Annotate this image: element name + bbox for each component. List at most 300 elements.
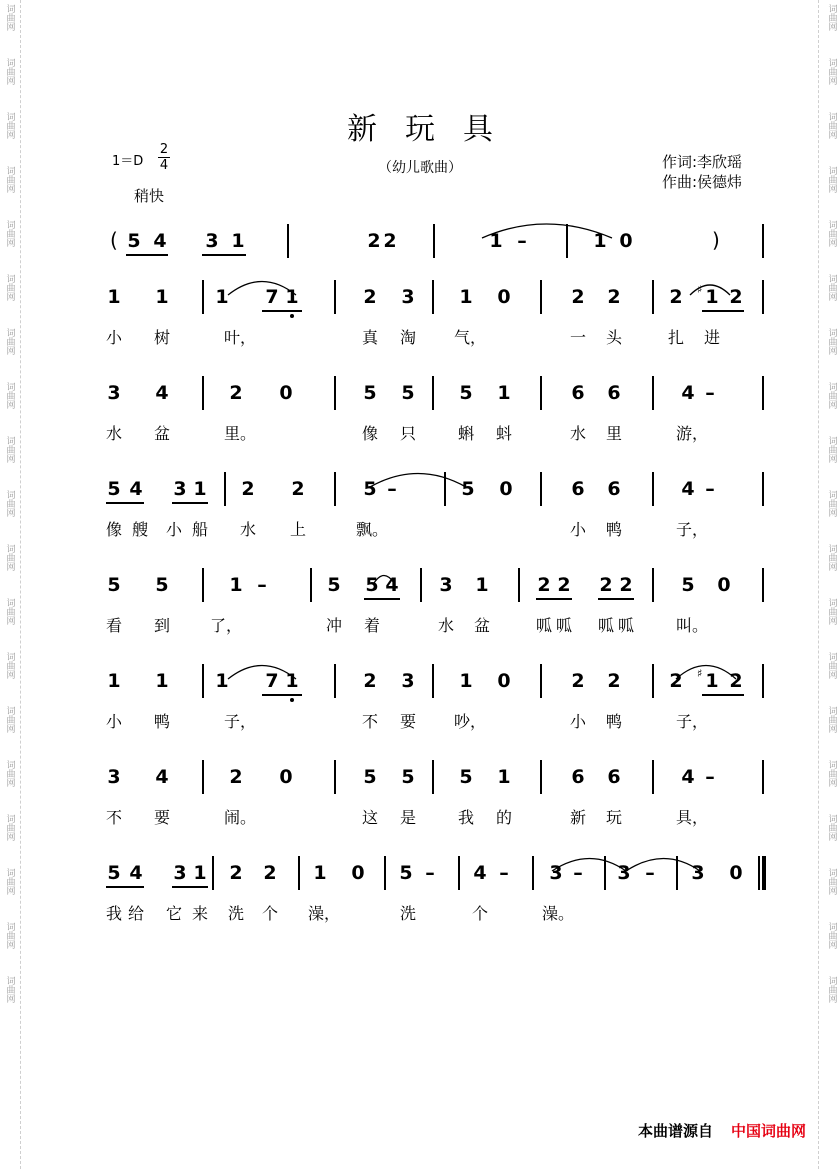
note [276,381,296,405]
note [456,765,476,789]
lyric: 着 [363,616,380,635]
lyric: 只 [399,424,416,443]
time-signature-bottom: 4 [159,158,169,173]
note-digit: 7 [265,286,279,308]
watermark-text: 词曲网 [826,328,837,355]
note-digit: 2 [241,478,255,500]
note-digit: 5 [107,574,121,596]
lyric: 小 [165,520,182,539]
lyric: 这 [361,808,378,827]
note-digit: 5 [127,230,141,252]
note-digit: 1 [705,286,719,308]
source-label: 本曲谱源自 [637,1122,713,1140]
note-digit: – [517,230,527,252]
lyric: 它 [165,904,182,923]
note-digit: 4 [681,382,695,404]
note [726,669,746,693]
note-digit: 5 [461,478,475,500]
barline [433,224,435,258]
note [228,229,248,253]
note-digit: 1 [231,230,245,252]
note [568,669,588,693]
note-digit: 0 [717,574,731,596]
underline [106,886,144,888]
note-digit: 5 [327,574,341,596]
barline [202,568,204,602]
barline [652,376,654,410]
note [288,477,308,501]
note-digit: 6 [607,478,621,500]
lyric: 洗 [399,904,416,923]
note [494,381,514,405]
watermark-text: 词曲网 [4,328,15,355]
barline [762,224,764,258]
note-digit: 2 [229,766,243,788]
note-digit: – [705,382,715,404]
lyric: 真 [361,328,378,347]
barline [604,856,606,890]
note [260,861,280,885]
watermark-text: 词曲网 [826,814,837,841]
note-digit: 5 [459,382,473,404]
note [604,765,624,789]
watermark-text: 词曲网 [4,976,15,1003]
lyric: 冲 [325,616,342,635]
note [382,573,402,597]
note-digit: 2 [383,230,397,252]
lyric: 气， [454,328,487,347]
lyric: 水 [239,520,256,539]
note-digit: – [645,862,655,884]
note [398,669,418,693]
note [568,861,588,885]
watermark-text: 词曲网 [826,382,837,409]
watermark-text: 词曲网 [4,274,15,301]
lyric: 里。 [224,424,257,443]
note [398,765,418,789]
note-digit: 3 [173,862,187,884]
note-digit: 2 [291,478,305,500]
lyric: 的 [495,808,512,827]
barline [432,760,434,794]
note-digit: 6 [571,478,585,500]
note-digit: 1 [313,862,327,884]
note [152,765,172,789]
watermark-text: 词曲网 [4,382,15,409]
key-signature: 1＝D [112,154,144,169]
note [458,477,478,501]
underline [598,598,634,600]
lyric: 淘 [399,328,416,347]
note-digit: 5 [401,766,415,788]
note [252,573,272,597]
note-digit: – [425,862,435,884]
note-digit: 1 [475,574,489,596]
note [212,285,232,309]
note [697,667,722,693]
note-digit: 1 [593,230,607,252]
lyric: 到 [153,616,170,635]
note-digit: 1 [107,286,121,308]
barline [762,664,764,698]
note-digit: – [387,478,397,500]
note-digit: 1 [229,574,243,596]
note [472,573,492,597]
barline [432,376,434,410]
barline [444,472,446,506]
barline [334,664,336,698]
lyric: 像 [361,424,378,443]
barline [518,568,520,602]
note-digit: 3 [401,286,415,308]
note [238,477,258,501]
lyric: 个 [471,904,488,923]
note [150,229,170,253]
barline [540,472,542,506]
barline [652,568,654,602]
barline [652,760,654,794]
note [678,381,698,405]
note [714,573,734,597]
note [398,381,418,405]
lyric: 澡， [308,904,341,923]
note [226,861,246,885]
note [616,229,636,253]
watermark-text: 词曲网 [826,58,837,85]
underline [702,694,744,696]
barline [532,856,534,890]
note [436,573,456,597]
note [360,381,380,405]
note-digit: 6 [571,766,585,788]
note-digit: 2 [729,286,743,308]
note [640,861,660,885]
lyric: 叫。 [676,616,709,635]
note [604,285,624,309]
note [360,285,380,309]
barline [202,664,204,698]
note-digit: 0 [619,230,633,252]
note [262,285,282,309]
note-digit: 1 [489,230,503,252]
note-digit: 0 [279,382,293,404]
note-digit: 5 [107,478,121,500]
barline [652,280,654,314]
note-digit: 3 [107,382,121,404]
lyric: 盆 [473,616,490,635]
note [700,477,720,501]
lyric: 像 [105,520,122,539]
note-digit: 2 [571,286,585,308]
note [666,285,686,309]
note [310,861,330,885]
watermark-text: 词曲网 [4,760,15,787]
lyricist: 作词:李欣瑶 [662,153,743,171]
watermark-text: 词曲网 [4,706,15,733]
barline [762,568,764,602]
note-digit: – [573,862,583,884]
note-digit: 5 [399,862,413,884]
note-digit: 1 [497,766,511,788]
lyric: 我 [105,904,122,923]
barline [652,472,654,506]
lyric: 上 [289,520,306,539]
lyric: 闹。 [224,808,257,827]
note [496,477,516,501]
barline [298,856,300,890]
note-digit: 5 [459,766,473,788]
note [688,861,708,885]
underline [172,886,208,888]
note-digit: 2 [229,862,243,884]
note [697,283,722,309]
watermark-text: 词曲网 [4,436,15,463]
note [324,573,344,597]
note-digit: 1 [215,286,229,308]
lyric: 叶， [224,328,257,347]
barline [432,280,434,314]
note [568,765,588,789]
song-genre: （幼儿歌曲） [378,160,462,176]
lyric: 呱 [617,616,634,635]
lyric: 澡。 [542,904,575,923]
note-digit: 0 [497,286,511,308]
lyric: 扎 [667,328,684,347]
lyric: 水 [105,424,122,443]
barline [420,568,422,602]
barline [224,472,226,506]
note-digit: – [705,766,715,788]
lower-octave-dot [290,698,294,702]
note [348,861,368,885]
note [486,229,506,253]
note [362,573,382,597]
barline [202,376,204,410]
note-digit: 6 [607,766,621,788]
lyric: 子， [676,520,709,539]
barline [432,664,434,698]
lyric: 了， [210,616,243,635]
barline [540,760,542,794]
note-digit: 6 [607,382,621,404]
note-digit: 5 [681,574,695,596]
note-digit: 3 [173,478,187,500]
lyric: 具， [676,808,709,827]
barline [762,280,764,314]
watermark-text: 词曲网 [4,112,15,139]
note-digit: 1 [155,286,169,308]
watermark-text: 词曲网 [826,760,837,787]
note-digit: 1 [193,862,207,884]
note-digit: 0 [279,766,293,788]
barline [762,760,764,794]
note-digit: 4 [129,478,143,500]
underline [262,694,302,696]
note [276,765,296,789]
note [104,573,124,597]
barline [762,472,764,506]
time-signature-top: 2 [159,142,169,157]
note [512,229,532,253]
note-digit: 4 [473,862,487,884]
lyric: 小 [105,328,122,347]
note [104,765,124,789]
lyric: 盆 [153,424,170,443]
note [170,477,190,501]
lyric: 吵， [454,712,487,731]
barline [540,664,542,698]
barline [334,376,336,410]
note [226,765,246,789]
song-credits [662,152,742,192]
underline [262,310,302,312]
note-digit: 3 [107,766,121,788]
lyric: 来 [191,904,208,923]
note [126,861,146,885]
note-digit: 3 [205,230,219,252]
lyric: 要 [153,808,170,827]
lyric: 子， [224,712,257,731]
underline [202,254,246,256]
sharp-sign: ♯ [697,667,703,680]
lyric: 飘。 [356,520,389,539]
note [104,477,124,501]
note [104,669,124,693]
note-digit: 2 [669,670,683,692]
open-paren: ( [110,228,118,252]
note [726,285,746,309]
lyric: 个 [261,904,278,923]
note-digit: 5 [363,382,377,404]
note [666,669,686,693]
underline [536,598,572,600]
note [726,861,746,885]
barline [334,280,336,314]
note-digit: 1 [459,286,473,308]
note [596,573,616,597]
watermark-text: 词曲网 [4,868,15,895]
note [616,573,636,597]
note-digit: 0 [499,478,513,500]
lyric: 一 [569,328,586,347]
note [420,861,440,885]
note [152,285,172,309]
note [568,285,588,309]
barline [566,224,568,258]
note [604,477,624,501]
lyric: 呱 [535,616,552,635]
barline [287,224,289,258]
note-digit: 2 [571,670,585,692]
barline [676,856,678,890]
barline [384,856,386,890]
watermark-text: 词曲网 [4,544,15,571]
lyric: 艘 [131,520,148,539]
watermark-text: 词曲网 [826,598,837,625]
note [104,381,124,405]
note-digit: 1 [193,478,207,500]
note [534,573,554,597]
note [678,573,698,597]
note [494,285,514,309]
note [614,861,634,885]
note-digit: 2 [367,230,381,252]
note [124,229,144,253]
note [590,229,610,253]
lyric: 给 [127,904,144,923]
close-paren: ) [712,228,720,252]
note-digit: 5 [365,574,379,596]
note [568,477,588,501]
lyric: 新 [569,808,586,827]
note [262,669,282,693]
note [226,381,246,405]
note-digit: 7 [265,670,279,692]
note [456,285,476,309]
note-digit: 1 [155,670,169,692]
barline [202,760,204,794]
note [568,381,588,405]
tempo-marking: 稍快 [134,187,165,205]
note-digit: 5 [107,862,121,884]
note-digit: 3 [401,670,415,692]
barline [334,472,336,506]
note [604,381,624,405]
note-digit: 0 [351,862,365,884]
lyric: 蝌 [457,424,474,443]
note [546,861,566,885]
note-digit: 5 [363,478,377,500]
lyric: 小 [105,712,122,731]
note [152,573,172,597]
watermark-text: 词曲网 [4,598,15,625]
note-digit: 3 [549,862,563,884]
note [190,477,210,501]
lyric: 里 [605,424,622,443]
note-digit: 3 [617,862,631,884]
final-barline-thick [762,856,766,890]
watermark-text: 词曲网 [4,814,15,841]
note [104,285,124,309]
note [212,669,232,693]
note [104,861,124,885]
lyric: 是 [399,808,416,827]
note [398,285,418,309]
note-digit: 1 [107,670,121,692]
note-digit: 3 [439,574,453,596]
note [202,229,222,253]
note-digit: – [499,862,509,884]
note-digit: 1 [705,670,719,692]
lyric: 鸭 [605,520,622,539]
note [678,477,698,501]
note-digit: 2 [363,286,377,308]
note [678,765,698,789]
watermark-text: 词曲网 [826,544,837,571]
note-digit: – [257,574,267,596]
barline [202,280,204,314]
watermark-text: 词曲网 [826,922,837,949]
lyric: 进 [703,328,720,347]
note-digit: 2 [599,574,613,596]
note [152,669,172,693]
note [604,669,624,693]
note-digit: 3 [691,862,705,884]
note [700,765,720,789]
note [226,573,246,597]
lyric: 船 [191,520,208,539]
source-credit [638,1120,806,1141]
